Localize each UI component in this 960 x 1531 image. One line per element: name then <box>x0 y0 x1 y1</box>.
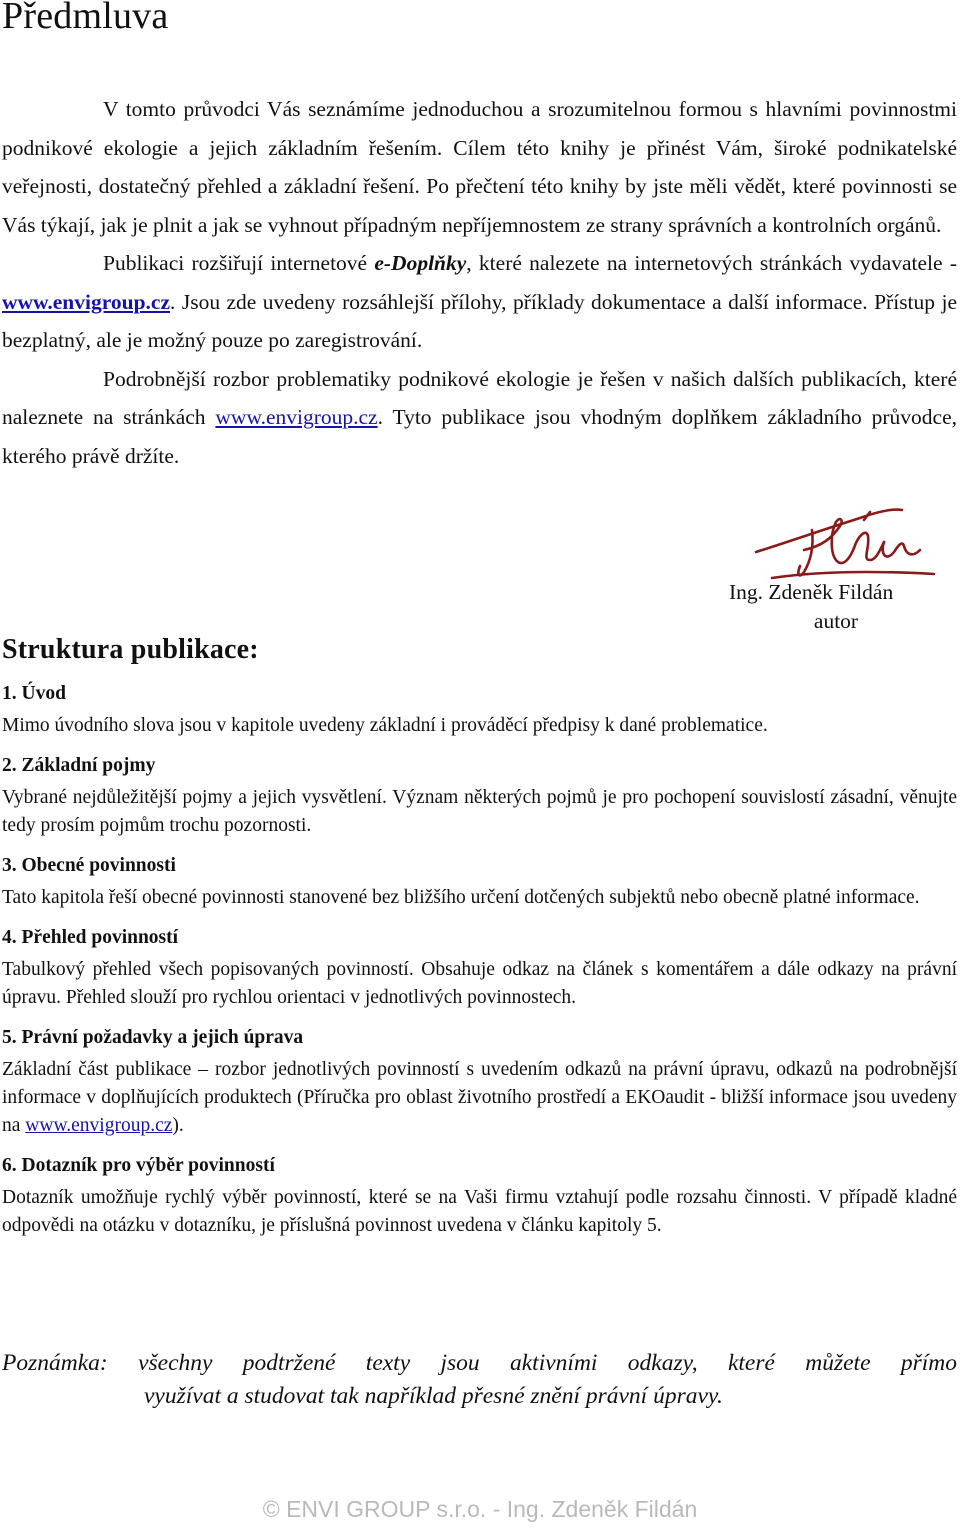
section-questionnaire <box>2 1152 957 1240</box>
section-text: Tato kapitola řeší obecné povinnosti stanovené bez bližšího určení dotčených subjektů nebo obecně platné informace. <box>2 887 920 908</box>
intro-paragraph-1: V tomto průvodci Vás seznámíme jednoduchou a srozumitelnou formou s hlavními povinnostmi podnikové ekologie a jejich základním řešením. Cílem této knihy je přinést Vám, široké podnikatelské veřejnosti, dostatečný přehled a základní řešení. Po přečtení této knihy by jste měli vědět, které povinnosti se Vás týkají, jak je plnit a jak se vyhnout případným nepříjemnostem ze strany správních a kontrolních orgánů. <box>2 97 957 237</box>
section-title: 3. Obecné povinnosti <box>2 855 176 876</box>
intro-p2-text-b: , které nalezete na internetových stránkách vydavatele - <box>466 251 957 275</box>
intro-paragraph-3 <box>2 360 957 476</box>
intro-p2-text-c: . Jsou zde uvedeny rozsáhlejší přílohy, příklady dokumentace a další informace. Přístup je bezplatný, ale je možný pouze po zaregistrování. <box>2 289 957 352</box>
note <box>2 1347 957 1413</box>
section-text-b: ). <box>172 1115 184 1136</box>
section-basic-terms <box>2 752 957 840</box>
envigroup-link[interactable]: www.envigroup.cz <box>215 405 378 429</box>
intro-paragraph-2 <box>2 244 957 360</box>
note-line-1: Poznámka: všechny podtržené texty jsou aktivními odkazy, které můžete přímo <box>2 1350 957 1376</box>
structure-sections <box>2 680 957 1240</box>
page-title: Předmluva <box>2 0 169 37</box>
section-title: 1. Úvod <box>2 683 66 704</box>
section-text-a: Základní část publikace – rozbor jednotlivých povinností s uvedením odkazů na právní úpravu, odkazů na podrobnější informace v doplňujících produktech (Příručka pro oblast životního prostředí a EKOaudit - bližší informace jsou uvedeny na <box>2 1059 957 1136</box>
section-title: 6. Dotazník pro výběr povinností <box>2 1155 275 1176</box>
note-line-2: využívat a studovat tak například přesné znění právní úpravy. <box>144 1383 723 1409</box>
intro-p2-text-a: Publikaci rozšiřují internetové <box>103 251 375 275</box>
section-general-duties <box>2 852 957 912</box>
section-title: 2. Základní pojmy <box>2 755 156 776</box>
footer-copyright: © ENVI GROUP s.r.o. - Ing. Zdeněk Fildán <box>262 1496 698 1522</box>
author-name: Ing. Zdeněk Fildán <box>729 580 894 604</box>
section-text: Vybrané nejdůležitější pojmy a jejich vysvětlení. Význam některých pojmů je pro pochopení souvislostí zásadní, věnujte tedy prosím pojmům trochu pozornosti. <box>2 787 957 836</box>
section-text: Dotazník umožňuje rychlý výběr povinností, které se na Vaši firmu vztahují podle rozsahu činnosti. V případě kladné odpovědi na otázku v dotazníku, je příslušná povinnost uvedena v článku kapitoly 5. <box>2 1187 957 1236</box>
section-intro <box>2 680 957 740</box>
section-text: Mimo úvodního slova jsou v kapitole uvedeny základní i prováděcí předpisy k dané problematice. <box>2 715 768 736</box>
structure-heading: Struktura publikace: <box>2 634 259 665</box>
e-doplnky-label: e-Doplňky <box>374 251 467 275</box>
intro-p3-text-b: . Tyto publikace jsou vhodným doplňkem základního průvodce, kterého právě držíte. <box>2 405 957 468</box>
section-text: Tabulkový přehled všech popisovaných povinností. Obsahuje odkaz na článek s komentářem a dále odkazy na právní úpravu. Přehled slouží pro rychlou orientaci v jednotlivých povinnostech. <box>2 959 957 1008</box>
intro-text <box>2 90 957 475</box>
intro-p3-text-a: Podrobnější rozbor problematiky podnikové ekologie je řešen v našich dalších publikacích, které naleznete na stránkách <box>2 366 957 429</box>
author-role: autor <box>813 609 859 633</box>
envigroup-link[interactable]: www.envigroup.cz <box>2 289 171 314</box>
section-legal-requirements <box>2 1024 957 1140</box>
section-text <box>2 1056 957 1140</box>
author-signature <box>752 500 942 588</box>
section-title: 4. Přehled povinností <box>2 927 179 948</box>
section-title: 5. Právní požadavky a jejich úprava <box>2 1027 304 1048</box>
section-duties-overview <box>2 924 957 1012</box>
envigroup-link[interactable]: www.envigroup.cz <box>25 1115 173 1136</box>
